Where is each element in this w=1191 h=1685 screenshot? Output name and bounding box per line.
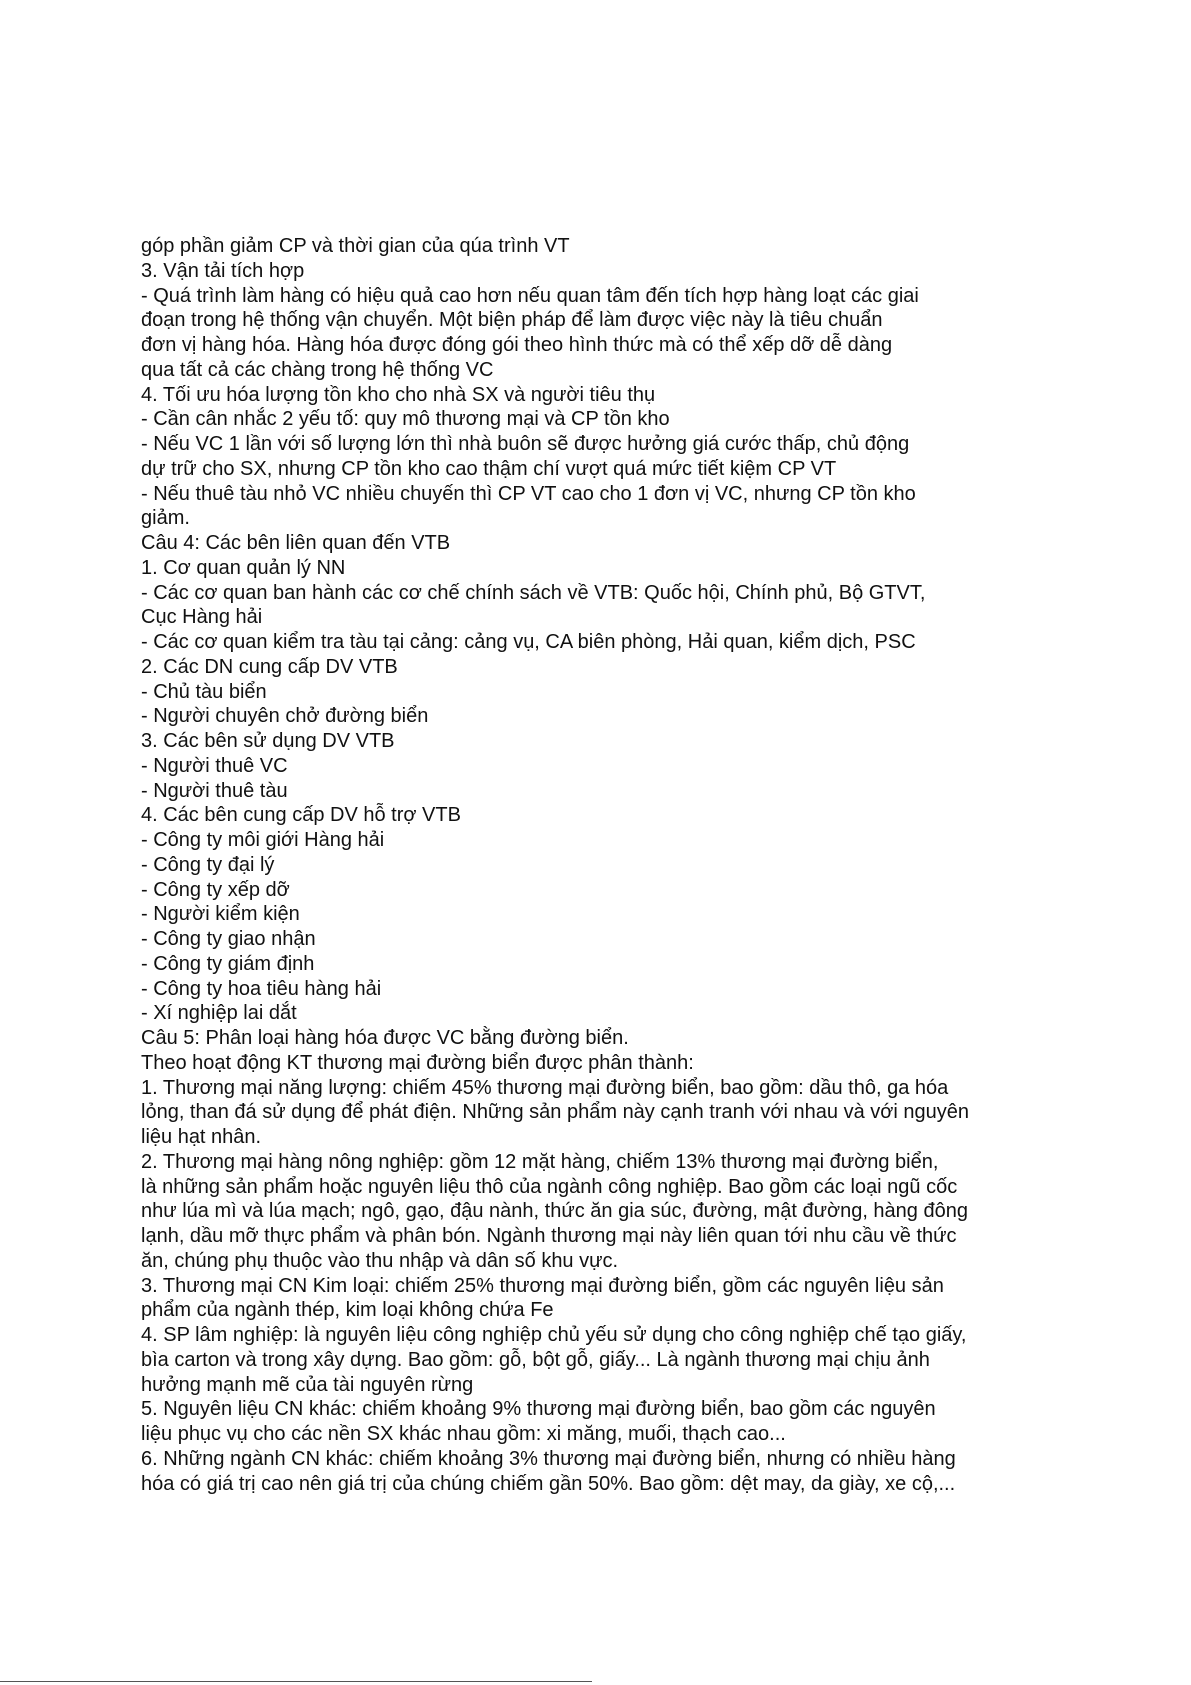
text-line: - Các cơ quan ban hành các cơ chế chính sách về VTB: Quốc hội, Chính phủ, Bộ GTVT,	[141, 581, 926, 604]
text-line: lỏng, than đá sử dụng để phát điện. Những sản phẩm này cạnh tranh với nhau và với nguyên	[141, 1101, 970, 1124]
list-item: - Người chuyên chở đường biển	[141, 705, 429, 728]
section-heading: 4. Các bên cung cấp DV hỗ trợ VTB	[141, 804, 461, 827]
text-line: 4. SP lâm nghiệp: là nguyên liệu công nghiệp chủ yếu sử dụng cho công nghiệp chế tạo giấy,	[141, 1324, 967, 1346]
text-line: Theo hoạt động KT thương mại đường biển được phân thành:	[141, 1051, 694, 1074]
list-item: - Người thuê tàu	[141, 779, 288, 802]
list-item: - Công ty xếp dỡ	[141, 878, 290, 901]
section-heading: 2. Các DN cung cấp DV VTB	[141, 655, 398, 678]
list-item: - Người thuê VC	[141, 754, 288, 777]
list-item: - Công ty đại lý	[141, 853, 275, 876]
list-item: - Công ty giao nhận	[141, 928, 316, 950]
text-line: - Nếu VC 1 lần với số lượng lớn thì nhà buôn sẽ được hưởng giá cước thấp, chủ động	[141, 433, 910, 455]
text-line: hưởng mạnh mẽ của tài nguyên rừng	[141, 1373, 474, 1396]
question-heading: Câu 5: Phân loại hàng hóa được VC bằng đường biển.	[141, 1027, 629, 1049]
section-heading: 3. Vận tải tích hợp	[141, 259, 305, 282]
text-line: dự trữ cho SX, nhưng CP tồn kho cao thậm chí vượt quá mức tiết kiệm CP VT	[141, 457, 837, 480]
question-heading: Câu 4: Các bên liên quan đến VTB	[141, 532, 451, 554]
text-line: - Cần cân nhắc 2 yếu tố: quy mô thương mại và CP tồn kho	[141, 408, 670, 431]
text-line	[141, 1496, 1141, 1521]
text-line: - Các cơ quan kiểm tra tàu tại cảng: cảng vụ, CA biên phòng, Hải quan, kiểm dịch, PSC	[141, 631, 916, 653]
list-item: - Công ty hoa tiêu hàng hải	[141, 977, 382, 1000]
text-line: qua tất cả các chàng trong hệ thống VC	[141, 358, 494, 381]
text-line: hóa có giá trị cao nên giá trị của chúng chiếm gần 50%. Bao gồm: dệt may, da giày, xe cộ,...	[141, 1472, 956, 1495]
text-line: liệu hạt nhân.	[141, 1126, 262, 1148]
footer-divider	[0, 1681, 592, 1682]
document-body	[141, 234, 1141, 1521]
text-line: 1. Thương mại năng lượng: chiếm 45% thương mại đường biển, bao gồm: dầu thô, ga hóa	[141, 1076, 949, 1099]
list-item: - Người kiểm kiện	[141, 903, 300, 926]
text-line: 5. Nguyên liệu CN khác: chiếm khoảng 9% thương mại đường biển, bao gồm các nguyên	[141, 1398, 936, 1421]
text-line: đoạn trong hệ thống vận chuyển. Một biện pháp để làm được việc này là tiêu chuẩn	[141, 309, 883, 332]
text-line: bìa carton và trong xây dựng. Bao gồm: gỗ, bột gỗ, giấy... Là ngành thương mại chịu ảnh	[141, 1348, 930, 1371]
text-line: 2. Thương mại hàng nông nghiệp: gồm 12 mặt hàng, chiếm 13% thương mại đường biển,	[141, 1150, 939, 1173]
section-heading: 3. Các bên sử dụng DV VTB	[141, 730, 395, 752]
text-line: đơn vị hàng hóa. Hàng hóa được đóng gói theo hình thức mà có thể xếp dỡ dễ dàng	[141, 334, 893, 356]
text-line: 3. Thương mại CN Kim loại: chiếm 25% thương mại đường biển, gồm các nguyên liệu sản	[141, 1274, 944, 1297]
text-line: liệu phục vụ cho các nền SX khác nhau gồm: xi măng, muối, thạch cao...	[141, 1423, 786, 1445]
text-line: giảm.	[141, 507, 190, 530]
list-item: - Chủ tàu biển	[141, 680, 267, 703]
list-item: - Công ty môi giới Hàng hải	[141, 829, 385, 851]
text-line: phẩm của ngành thép, kim loại không chứa Fe	[141, 1299, 554, 1322]
text-line: lạnh, dầu mỡ thực phẩm và phân bón. Ngành thương mại này liên quan tới nhu cầu về thức	[141, 1225, 957, 1247]
text-line: Cục Hàng hải	[141, 606, 263, 629]
text-line: - Nếu thuê tàu nhỏ VC nhiều chuyến thì CP VT cao cho 1 đơn vị VC, nhưng CP tồn kho	[141, 482, 916, 505]
list-item: - Xí nghiệp lai dắt	[141, 1002, 297, 1025]
text-line: ăn, chúng phụ thuộc vào thu nhập và dân số khu vực.	[141, 1249, 619, 1272]
text-line: 6. Những ngành CN khác: chiếm khoảng 3% thương mại đường biển, nhưng có nhiều hàng	[141, 1447, 956, 1470]
text-line: như lúa mì và lúa mạch; ngô, gạo, đậu nành, thức ăn gia súc, đường, mật đường, hàng đông	[141, 1200, 968, 1223]
text-line: là những sản phẩm hoặc nguyên liệu thô của ngành công nghiệp. Bao gồm các loại ngũ cốc	[141, 1175, 958, 1198]
text-line: - Quá trình làm hàng có hiệu quả cao hơn nếu quan tâm đến tích hợp hàng loạt các giai	[141, 284, 919, 307]
section-heading: 1. Cơ quan quản lý NN	[141, 556, 346, 579]
text-line: góp phần giảm CP và thời gian của qúa trình VT	[141, 235, 570, 257]
section-heading: 4. Tối ưu hóa lượng tồn kho cho nhà SX và người tiêu thụ	[141, 383, 656, 406]
list-item: - Công ty giám định	[141, 952, 315, 975]
